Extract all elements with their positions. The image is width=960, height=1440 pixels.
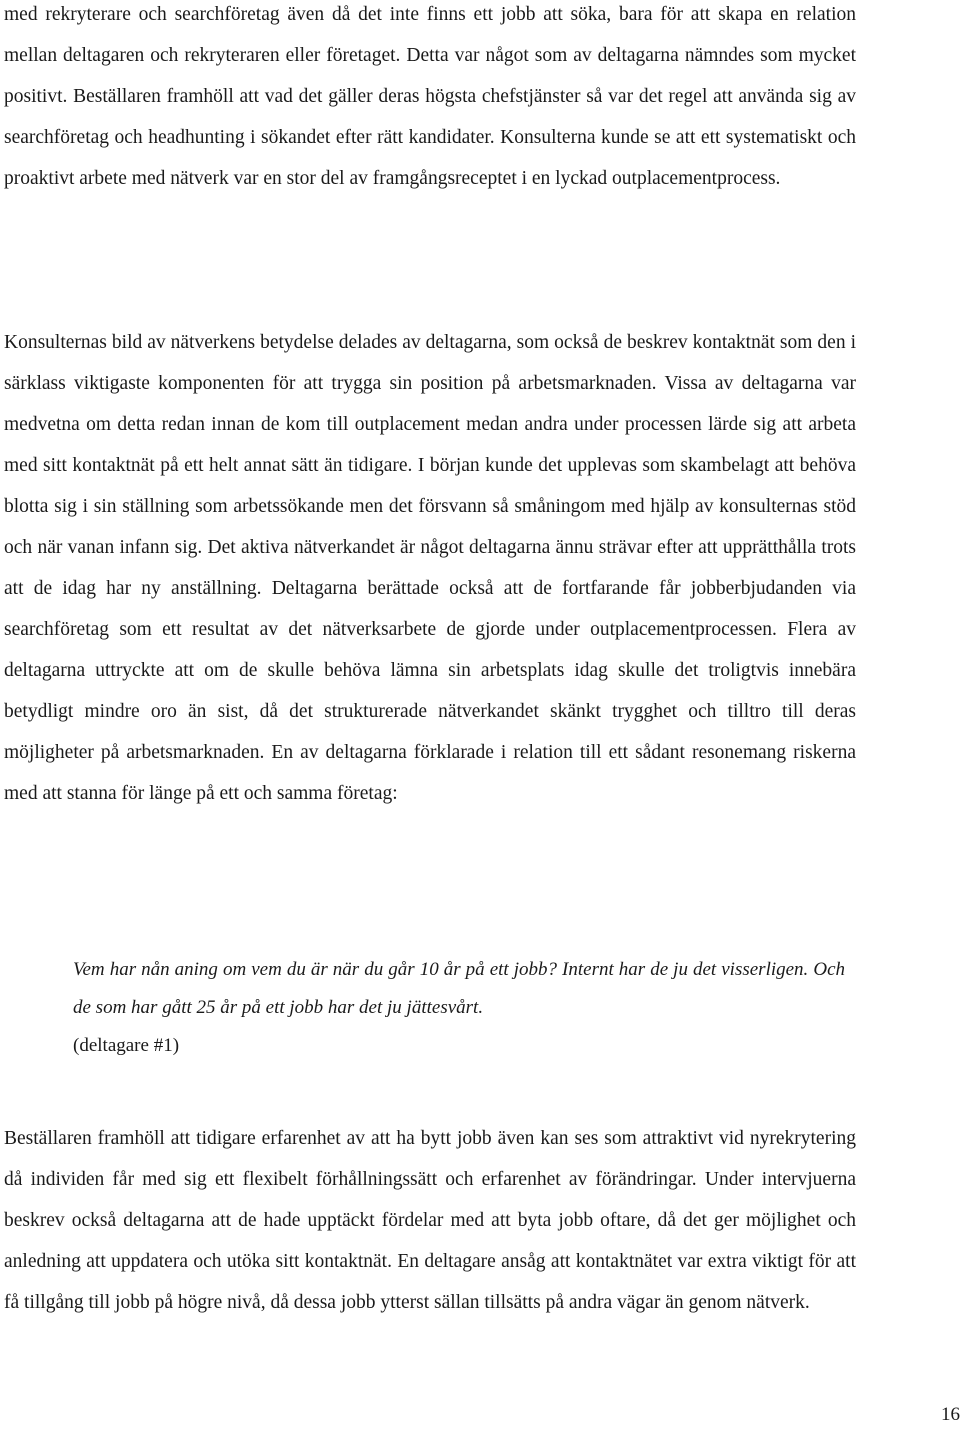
quote-attribution: (deltagare #1): [73, 1035, 180, 1056]
interview-quote: [73, 951, 845, 1065]
body-paragraph-1: med rekryterare och searchföretag även då det inte finns ett jobb att söka, bara för att skapa en relation mellan deltagaren och rekryteraren eller företaget. Detta var något som av deltagarna nämndes som mycket positivt. Beställaren framhöll att vad det gäller deras högsta chefstjänster så var det regel att använda sig av searchföretag och headhunting i sökandet efter rätt kandidater. Konsulterna kunde se att ett systematiskt och proaktivt arbete med nätverk var en stor del av framgångsreceptet i en lyckad outplacementprocess.: [4, 4, 856, 189]
body-paragraph-2: Konsulternas bild av nätverkens betydelse delades av deltagarna, som också de beskrev kontaktnät som den i särklass viktigaste komponenten för att trygga sin position på arbetsmarknaden. Vissa av deltagarna var medvetna om detta redan innan de kom till outplacement medan andra under processen lärde sig att arbeta med sitt kontaktnät på ett helt annat sätt än tidigare. I början kunde det upplevas som skambelagt att behöva blotta sig i sin ställning som arbetssökande men det försvann så småningom med hjälp av konsulternas stöd och när vanan infann sig. Det aktiva nätverkandet är något deltagarna ännu strävar efter att upprätthålla trots att de idag har ny anställning. Deltagarna berättade också att de fortfarande får jobberbjudanden via searchföretag som ett resultat av det nätverksarbete de gjorde under outplacementprocessen. Flera av deltagarna uttryckte att om de skulle behöva lämna sin arbetsplats idag skulle det troligtvis innebära betydligt mindre oro än sist, då det strukturerade nätverkandet skänkt trygghet och tilltro till deras möjligheter på arbetsmarknaden. En av deltagarna förklarade i relation till ett sådant resonemang riskerna med att stanna för länge på ett och samma företag:: [4, 332, 856, 804]
body-paragraph-3: Beställaren framhöll att tidigare erfarenhet av att ha bytt jobb även kan ses som attraktivt vid nyrekrytering då individen får med sig ett flexibelt förhållningssätt och erfarenhet av förändringar. Under intervjuerna beskrev också deltagarna att de hade upptäckt fördelar med att byta jobb oftare, då det ger möjlighet och anledning att uppdatera och utöka sitt kontaktnät. En deltagare ansåg att kontaktnätet var extra viktigt för att få tillgång till jobb på högre nivå, då dessa jobb ytterst sällan tillsätts på andra vägar än genom nätverk.: [4, 1128, 856, 1313]
quote-text: Vem har nån aning om vem du är när du går 10 år på ett jobb? Internt har de ju det visserligen. Och de som har gått 25 år på ett jobb har det ju jättesvårt.: [73, 959, 845, 1018]
page-number: 16: [941, 1404, 960, 1425]
